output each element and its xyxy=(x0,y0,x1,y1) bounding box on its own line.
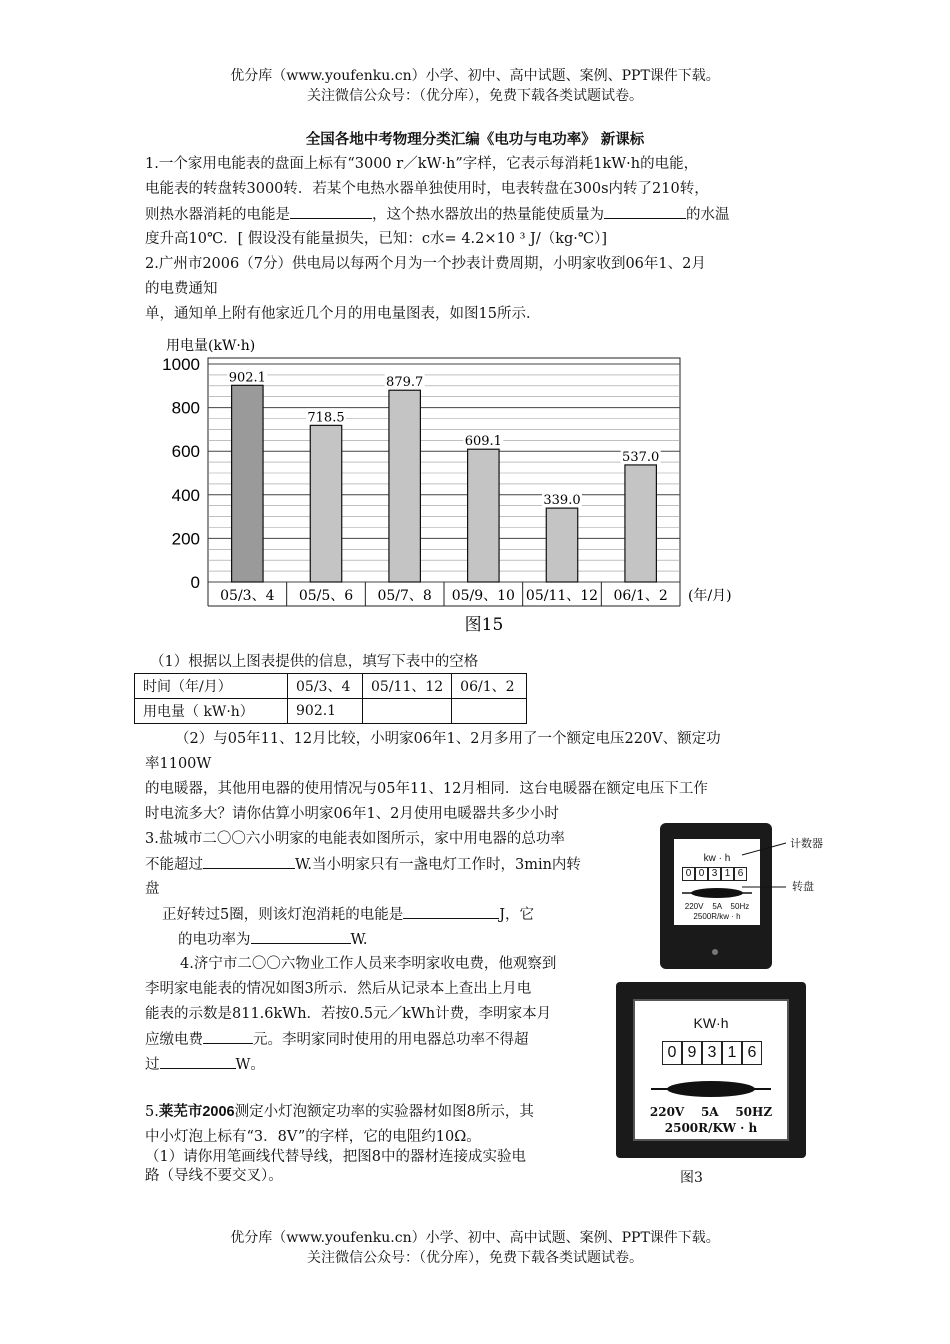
x-tick-label: 06/1、2 xyxy=(613,588,668,604)
q4-blank-power[interactable] xyxy=(160,1052,236,1069)
bar-value-label: 609.1 xyxy=(464,434,502,450)
page-footer-line1: 优分库（www.youfenku.cn）小学、初中、高中试题、案例、PPT课件下载。 xyxy=(230,1230,720,1246)
table-cell: 05/11、12 xyxy=(363,674,452,699)
q3-line5 xyxy=(178,927,367,952)
q2-sub2-line1: （2）与05年11、12月比较，小明家06年1、2月多用了一个额定电压220V、额定功 xyxy=(175,731,721,747)
bar-value-label: 718.5 xyxy=(307,410,345,426)
q1-line2: 电能表的转盘转3000转．若某个电热水器单独使用时，电表转盘在300s内转了210转， xyxy=(145,181,709,197)
q3-line2-b: W.当小明家只有一盏电灯工作时，3min内转 xyxy=(295,857,581,873)
q5-line1 xyxy=(145,1100,534,1124)
q3-line5-b: W. xyxy=(350,932,368,948)
q4-line4-b: 元。李明家同时使用的用电器总功率不得超 xyxy=(253,1032,529,1048)
chart-caption: 图15 xyxy=(464,615,504,635)
q4-line5-b: W。 xyxy=(235,1057,265,1073)
q2-sub2-line3: 的电暖器，其他用电器的使用情况与05年11、12月相同．这台电暖器在额定电压下工作 xyxy=(145,781,708,797)
meter-1-digit: 0 xyxy=(695,867,708,881)
q1-line3-a: 则热水器消耗的电能是 xyxy=(145,207,290,223)
page-header-line1: 优分库（www.youfenku.cn）小学、初中、高中试题、案例、PPT课件下载。 xyxy=(230,68,720,84)
q2-line2: 的电费通知 xyxy=(145,281,218,297)
q2-line3: 单，通知单上附有他家近几个月的用电量图表，如图15所示． xyxy=(145,306,541,322)
y-tick-label: 400 xyxy=(171,485,200,505)
q3-blank-energy[interactable] xyxy=(403,902,499,919)
x-tick-label: 05/3、4 xyxy=(220,588,275,604)
q4-line4-a: 应缴电费 xyxy=(145,1032,203,1048)
meter-2-spec: 220V 5A 50HZ xyxy=(649,1105,773,1119)
meter-2-dial-icon xyxy=(649,1077,773,1101)
bar-value-label: 902.1 xyxy=(228,370,266,386)
meter-1-label-dial: 转盘 xyxy=(792,881,814,893)
table-cell: 902.1 xyxy=(288,699,363,724)
x-axis-label: (年/月) xyxy=(688,588,732,604)
q3-line1: 3.盐城市二〇〇六小明家的电能表如图所示，家中用电器的总功率 xyxy=(145,831,565,847)
meter-1-spec: 220V 5A 50Hz xyxy=(684,902,750,911)
table-row xyxy=(135,699,527,724)
q4-line5-a: 过 xyxy=(145,1057,160,1073)
q4-line2: 李明家电能表的情况如图3所示．然后从记录本上查出上月电 xyxy=(145,981,532,997)
x-tick-label: 05/9、10 xyxy=(451,588,515,604)
q1-line3-b: ，这个热水器放出的热量能使质量为 xyxy=(372,207,604,223)
q4-blank-fee[interactable] xyxy=(203,1027,253,1044)
page-footer-line2: 关注微信公众号：（优分库），免费下载各类试题试卷。 xyxy=(307,1250,643,1266)
q4-line4 xyxy=(145,1027,529,1052)
table-cell-blank[interactable] xyxy=(452,699,527,724)
x-tick-label: 05/5、6 xyxy=(298,588,354,604)
meter-1-pointer-lines xyxy=(740,835,790,895)
bar xyxy=(468,449,499,582)
q3-line4-a: 正好转过5圈，则该灯泡消耗的电能是 xyxy=(162,907,404,923)
meter-2-digit: 3 xyxy=(702,1041,722,1065)
q2-sub2-line2: 率1100W xyxy=(145,756,212,772)
meter-1-label-counter: 计数器 xyxy=(790,838,823,850)
q4-line5 xyxy=(145,1052,265,1077)
q1-line3 xyxy=(145,202,730,227)
meter-1-digit: 1 xyxy=(721,867,734,881)
bar xyxy=(389,390,420,582)
q5-line1-a: 5. xyxy=(145,1104,159,1120)
table-cell-blank[interactable] xyxy=(363,699,452,724)
electric-meter-2 xyxy=(616,982,806,1158)
q3-line4 xyxy=(162,902,534,927)
meter-1-digit: 3 xyxy=(708,867,721,881)
q4-line1: 4.济宁市二〇〇六物业工作人员来李明家收电费，他观察到 xyxy=(180,956,557,972)
q3-blank-power[interactable] xyxy=(251,927,351,944)
q3-line2-a: 不能超过 xyxy=(145,857,203,873)
meter-2-caption: 图3 xyxy=(680,1170,703,1186)
meter-2-rev: 2500R/KW · h xyxy=(664,1121,758,1135)
meter-2-digit: 9 xyxy=(682,1041,702,1065)
q2-sub2-line4: 时电流多大？请你估算小明家06年1、2月使用电暖器共多少小时 xyxy=(145,806,559,822)
q3-line3: 盘 xyxy=(145,881,160,897)
meter-1-counter xyxy=(682,867,747,881)
meter-2-digit: 1 xyxy=(722,1041,742,1065)
q4-line3: 能表的示数是811.6kWh．若按0.5元／kWh计费，李明家本月 xyxy=(145,1006,552,1022)
table-cell: 用电量（ kW·h） xyxy=(135,699,288,724)
bar-value-label: 879.7 xyxy=(386,375,424,391)
q2-sub1: （1）根据以上图表提供的信息，填写下表中的空格 xyxy=(150,654,479,670)
y-tick-label: 1000 xyxy=(162,355,200,374)
electricity-usage-chart xyxy=(148,330,768,640)
bar xyxy=(546,508,577,582)
q5-line4: 路（导线不要交叉）。 xyxy=(145,1168,283,1184)
q1-line1: 1.一个家用电能表的盘面上标有“3000 r／kW·h”字样，它表示每消耗1kW·h的电能， xyxy=(145,156,699,172)
q3-line5-a: 的电功率为 xyxy=(178,932,251,948)
meter-1-digit: 6 xyxy=(734,867,747,881)
bar-value-label: 339.0 xyxy=(543,493,581,509)
plot-frame xyxy=(208,358,680,582)
meter-2-digit: 6 xyxy=(742,1041,762,1065)
q3-line2 xyxy=(145,852,581,877)
q5-line3: （1）请你用笔画线代替导线，把图8中的器材连接成实验电 xyxy=(145,1149,526,1165)
q1-blank-energy[interactable] xyxy=(290,202,372,219)
q3-blank-power-limit[interactable] xyxy=(203,852,295,869)
q5-line1-c: 测定小灯泡额定功率的实验器材如图8所示，其 xyxy=(234,1104,534,1120)
usage-table xyxy=(134,673,527,724)
table-cell: 06/1、2 xyxy=(452,674,527,699)
y-axis-label: 用电量(kW·h) xyxy=(166,338,256,354)
bar xyxy=(232,385,263,582)
table-cell: 05/3、4 xyxy=(288,674,363,699)
meter-2-face xyxy=(633,999,789,1141)
q1-line4: 度升高10℃．[ 假设没有能量损失，已知：c水= 4.2×10 ³ J/（kg·℃）] xyxy=(145,231,608,247)
q1-blank-mass[interactable] xyxy=(604,202,686,219)
document-title: 全国各地中考物理分类汇编《电功与电功率》 新课标 xyxy=(305,131,645,148)
table-cell: 时间（年/月） xyxy=(135,674,288,699)
meter-1-digit: 0 xyxy=(682,867,695,881)
bar xyxy=(310,425,341,582)
bar-value-label: 537.0 xyxy=(622,449,660,465)
q5-line1-b: 莱芜市2006 xyxy=(158,1104,235,1120)
q2-line1: 2.广州市2006（7分）供电局以每两个月为一个抄表计费周期，小明家收到06年1、2月 xyxy=(145,256,706,272)
q1-line3-c: 的水温 xyxy=(686,207,730,223)
y-tick-label: 600 xyxy=(171,442,200,462)
q3-line4-b: J，它 xyxy=(499,907,535,923)
x-tick-label: 05/11、12 xyxy=(525,588,599,604)
y-tick-label: 800 xyxy=(171,398,200,418)
meter-1-screw xyxy=(712,949,718,955)
y-tick-label: 0 xyxy=(190,573,200,592)
table-row xyxy=(135,674,527,699)
meter-2-unit: KW·h xyxy=(693,1015,729,1031)
meter-1-unit: kw · h xyxy=(703,853,731,864)
page-header-line2: 关注微信公众号：（优分库），免费下载各类试题试卷。 xyxy=(307,88,643,104)
x-tick-label: 05/7、8 xyxy=(377,588,432,604)
meter-2-counter xyxy=(662,1041,762,1065)
bar xyxy=(625,465,656,582)
meter-2-digit: 0 xyxy=(662,1041,682,1065)
y-tick-label: 200 xyxy=(171,529,200,549)
meter-1-rev: 2500R/kw · h xyxy=(693,912,741,921)
q5-line2: 中小灯泡上标有“3．8V”的字样，它的电阻约10Ω。 xyxy=(145,1129,481,1145)
